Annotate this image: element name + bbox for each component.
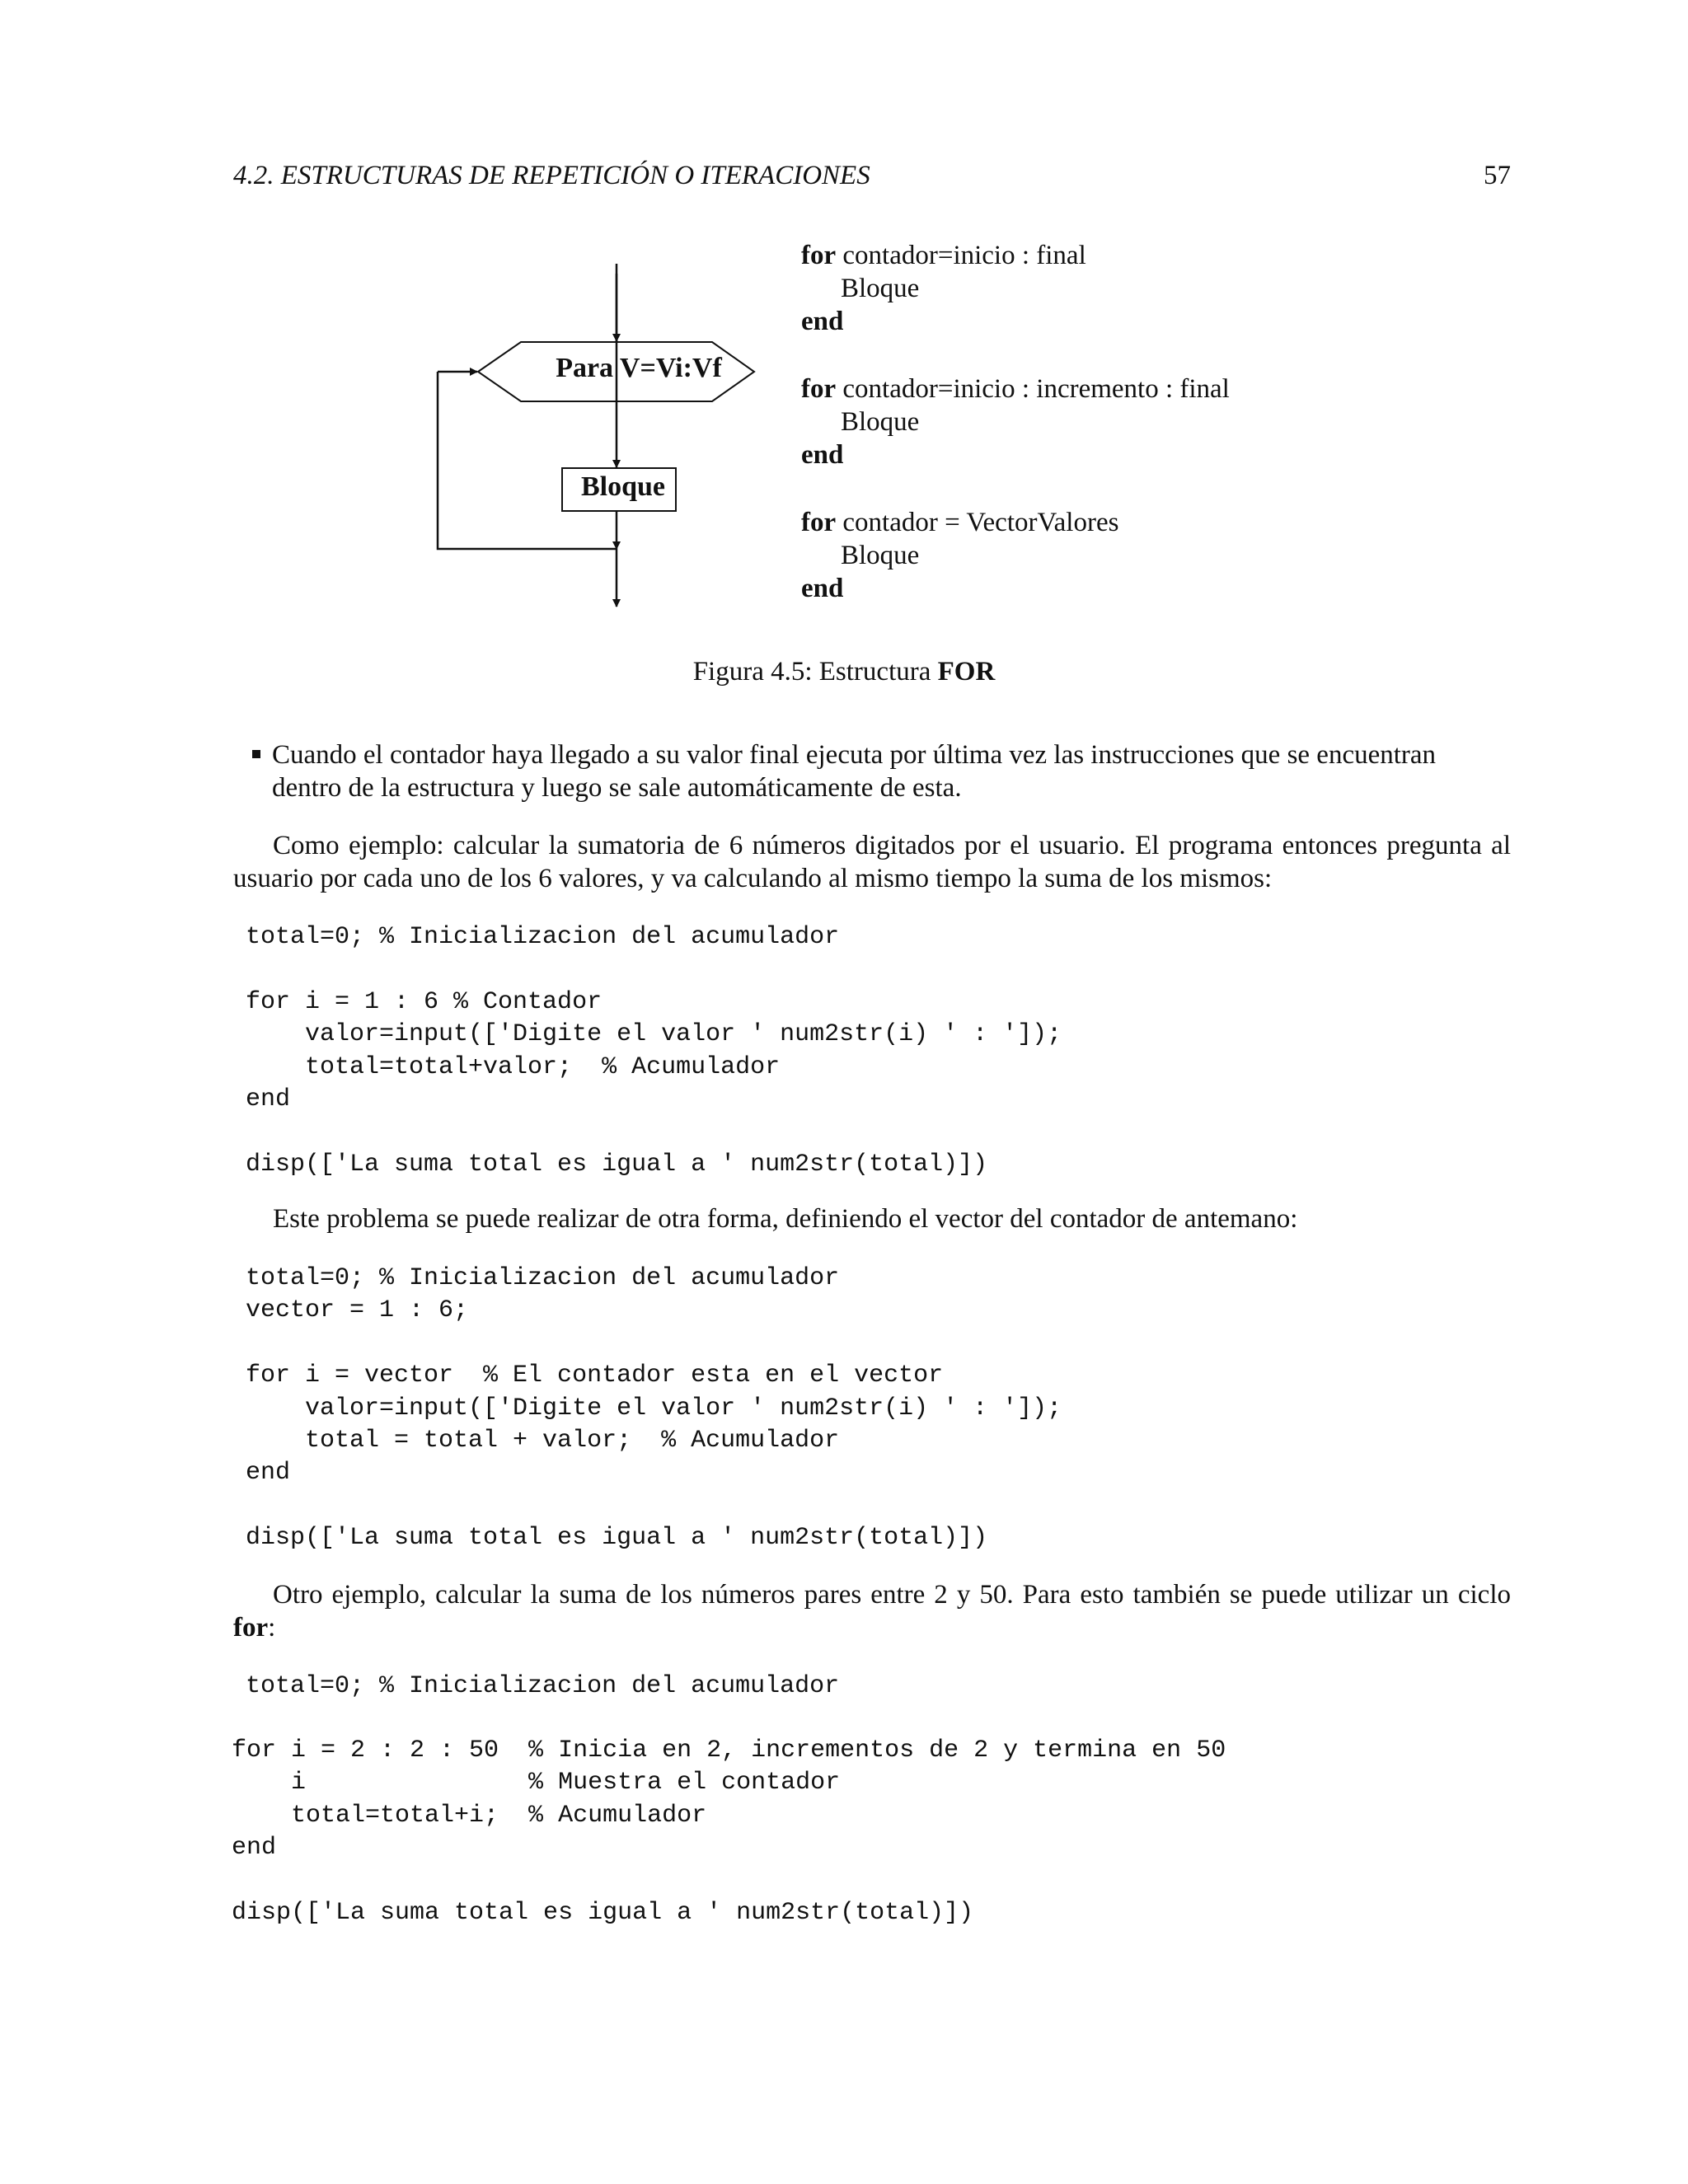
bullet-item xyxy=(272,738,1511,804)
loop-back-line xyxy=(438,372,617,549)
caption-bold: FOR xyxy=(937,657,996,687)
paragraph-example-3 xyxy=(233,1578,1511,1644)
paragraph-example-1 xyxy=(233,829,1511,895)
syntax-body: Bloque xyxy=(841,407,920,437)
keyword-end: end xyxy=(801,574,844,603)
paragraph-text: Como ejemplo: calcular la sumatoria de 6 números digitados por el usuario. El programa entonces pregunta al usuario por cada uno de los 6 valores, y va calculando al mismo tiempo la suma de los mismos: xyxy=(233,831,1511,893)
block-label: Bloque xyxy=(580,471,666,502)
section-title: 4.2. ESTRUCTURAS DE REPETICIÓN O ITERACIONES xyxy=(233,161,870,190)
for-syntax-list xyxy=(801,239,1230,605)
syntax-body: Bloque xyxy=(841,274,920,303)
syntax-form-increment xyxy=(801,373,1230,471)
syntax-header: contador=inicio : incremento : final xyxy=(836,374,1230,404)
syntax-header: contador=inicio : final xyxy=(836,241,1086,270)
paragraph-text: Otro ejemplo, calcular la suma de los números pares entre 2 y 50. Para esto también se puede utilizar un ciclo xyxy=(273,1580,1511,1610)
for-flowchart xyxy=(429,264,775,618)
keyword-for: for xyxy=(801,374,837,404)
keyword-end: end xyxy=(801,307,844,336)
code-block-1: total=0; % Inicializacion del acumulador for i = 1 : 6 % Contador valor=input(['Digite el valor ' num2str(i) ' : ']); total=total+valor; % Acumulador end disp(['La suma total es igual a ' num2str(total)]) xyxy=(246,923,1062,1179)
keyword-for: for xyxy=(801,241,837,270)
syntax-form-vector xyxy=(801,506,1230,605)
hexagon-label: Para V=Vi:Vf xyxy=(556,353,722,383)
figure-caption xyxy=(0,657,1688,687)
paragraph-bold: for xyxy=(233,1613,269,1643)
caption-text: Figura 4.5: Estructura xyxy=(692,657,938,687)
paragraph-example-2 xyxy=(233,1202,1511,1235)
keyword-for: for xyxy=(801,508,837,537)
code-block-2: total=0; % Inicializacion del acumulador vector = 1 : 6; for i = vector % El contador esta en el vector valor=input(['Digite el valor ' num2str(i) ' : ']); total = total + valor; % Acumulador end disp(['La suma total es igual a ' num2str(total)]) xyxy=(246,1264,1062,1553)
bullet-marker xyxy=(252,750,260,758)
bullet-text: Cuando el contador haya llegado a su valor final ejecuta por última vez las instrucciones que se encuentran dentro de la estructura y luego se sale automáticamente de esta. xyxy=(272,740,1437,803)
page-number: 57 xyxy=(1484,161,1511,190)
keyword-end: end xyxy=(801,440,844,470)
syntax-form-range xyxy=(801,239,1230,338)
paragraph-tail: : xyxy=(268,1613,276,1643)
syntax-header: contador = VectorValores xyxy=(836,508,1119,537)
running-header xyxy=(233,161,1511,191)
code-block-3-init: total=0; % Inicializacion del acumulador xyxy=(246,1672,840,1700)
syntax-body: Bloque xyxy=(841,541,920,570)
code-block-3-loop: for i = 2 : 2 : 50 % Inicia en 2, incrementos de 2 y termina en 50 i % Muestra el contador total=total+i; % Acumulador end disp(['La suma total es igual a ' num2str(total)]) xyxy=(232,1736,1226,1928)
paragraph-text: Este problema se puede realizar de otra forma, definiendo el vector del contador de antemano: xyxy=(273,1204,1298,1234)
flowchart-diagram xyxy=(429,264,775,618)
